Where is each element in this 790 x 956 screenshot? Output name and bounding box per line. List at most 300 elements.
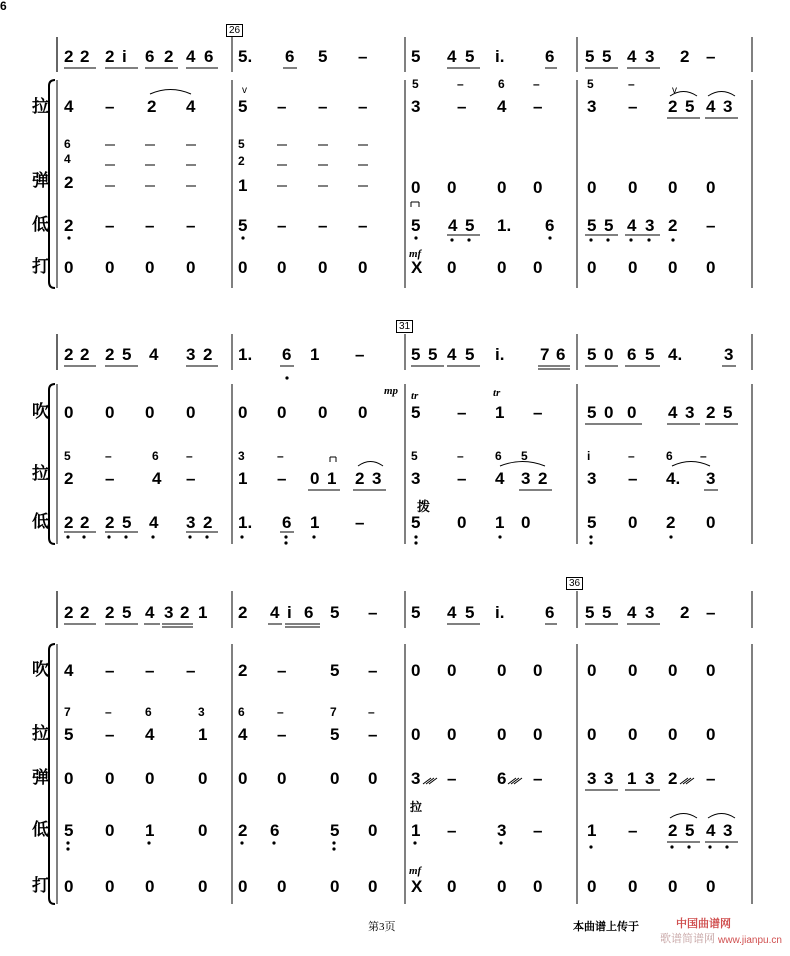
- s3-la-a-3: 1: [198, 725, 208, 744]
- s3-la-a-2: 4: [145, 725, 155, 744]
- page-number: 第3页: [368, 921, 396, 933]
- rehearsal-mark-31: 31: [396, 320, 413, 333]
- s1-melody-4: 6: [145, 47, 155, 66]
- s1-melody-c-5: 5: [585, 47, 595, 66]
- s2-di-a-0: 2: [64, 513, 74, 532]
- s1-da-c-0: X: [411, 258, 423, 277]
- octave-dot: [413, 841, 416, 844]
- octave-dot: [66, 847, 69, 850]
- s1-melody-5: 2: [164, 47, 174, 66]
- s2-chui-d-4: 3: [685, 403, 695, 422]
- s2-di-b-2: 1: [310, 513, 320, 532]
- dynamic-mf-1: mf: [409, 248, 422, 260]
- s3-tan-b-0: 0: [238, 769, 248, 788]
- s1-melody-b-1: 6: [285, 47, 295, 66]
- s1-da-d-2: 0: [668, 258, 678, 277]
- s2-chui-a-0: 0: [64, 403, 74, 422]
- s1-melody-1: 2: [80, 47, 90, 66]
- s1-da-c-3: 0: [533, 258, 543, 277]
- s3-di-a-0: 5: [64, 821, 74, 840]
- s3-di-b-2: 5: [330, 821, 340, 840]
- s2-di-d-2: 2: [666, 513, 676, 532]
- s1-di-b-2: –: [318, 216, 328, 235]
- s3-la-d-3: 0: [706, 725, 716, 744]
- s1-melody-c-4: 6: [545, 47, 555, 66]
- octave-dot: [647, 238, 650, 241]
- octave-dot: [708, 845, 711, 848]
- s2-la-b-5: 3: [372, 469, 382, 488]
- s2-mel-b-1: 6: [282, 345, 292, 364]
- s3-la-up-2: 6: [145, 705, 152, 719]
- s2-mel-a-6: 2: [203, 345, 213, 364]
- brace: [49, 80, 55, 288]
- octave-dot: [498, 535, 501, 538]
- s1-la-b-1: –: [277, 97, 287, 116]
- s1-tan-0-7: 0: [706, 178, 716, 197]
- s3-mel-a-1: 2: [80, 603, 90, 622]
- s3-la-up-6: 7: [330, 705, 337, 719]
- s2-la-up-3: –: [186, 449, 193, 463]
- octave-dot: [147, 841, 150, 844]
- octave-dot: [124, 535, 127, 538]
- s1-tan-0-1: 0: [447, 178, 457, 197]
- s2-mel-c-1: 5: [428, 345, 438, 364]
- s1-la-a-1: –: [105, 97, 115, 116]
- s3-chui-a-2: –: [145, 661, 155, 680]
- s1-la-d-5: 3: [723, 97, 733, 116]
- s2-mel-b-0: 1.: [238, 345, 253, 364]
- s1-melody-c-6: 5: [602, 47, 612, 66]
- s3-di-c-1: –: [447, 821, 457, 840]
- s3-mel-c-2: 5: [465, 603, 475, 622]
- s1-melody-0: 2: [64, 47, 74, 66]
- s2-la-up-12: 6: [666, 449, 673, 463]
- s1-melody-c-10: –: [706, 47, 716, 66]
- s3-tan-d-2: 1: [627, 769, 637, 788]
- s3-la-up-3: 3: [198, 705, 205, 719]
- s3-la-a-6: 5: [330, 725, 340, 744]
- s2-chui-c-1: –: [457, 403, 467, 422]
- watermark-site: 歌谱简谱网: [660, 933, 715, 945]
- s3-la-up-7: –: [368, 705, 375, 719]
- s3-mel-c-10: –: [706, 603, 716, 622]
- s1-tan-chord2-2: 1: [238, 176, 248, 195]
- s1-di-d-0: 5: [587, 216, 597, 235]
- watermark-url: www.jianpu.cn: [718, 935, 782, 946]
- trill-1: tr: [411, 390, 419, 402]
- s2-chui-d-3: 4: [668, 403, 678, 422]
- s3-la-c-1: 0: [447, 725, 457, 744]
- s1-da-a-3: 0: [186, 258, 196, 277]
- s2-la-up-4: 3: [238, 449, 245, 463]
- s2-di-b-0: 1.: [238, 513, 253, 532]
- s2-di-a-1: 2: [80, 513, 90, 532]
- s1-melody-c-2: 5: [465, 47, 475, 66]
- s1-la-d-1: –: [628, 97, 638, 116]
- s3-tan-b-2: 0: [330, 769, 340, 788]
- s1-da-b-2: 0: [318, 258, 328, 277]
- label-la-3: 拉: [32, 724, 49, 744]
- s3-di-d-5: 3: [723, 821, 733, 840]
- s1-di-c-0: 5: [411, 216, 421, 235]
- s1-melody-c-7: 4: [627, 47, 637, 66]
- s2-mel-a-2: 2: [105, 345, 115, 364]
- s1-la-up-0: 5: [412, 77, 419, 91]
- s3-mel-a-6: 2: [180, 603, 190, 622]
- s3-la-c-3: 0: [533, 725, 543, 744]
- s2-mel-a-0: 2: [64, 345, 74, 364]
- s2-mel-b-3: –: [355, 345, 365, 364]
- s2-chui-a-2: 0: [145, 403, 155, 422]
- s1-tan-0-5: 0: [628, 178, 638, 197]
- s3-mel-c-3: i.: [495, 603, 505, 622]
- s3-mel-c-9: 2: [680, 603, 690, 622]
- octave-dot: [312, 535, 315, 538]
- s3-chui-d-1: 0: [628, 661, 638, 680]
- s3-tan-b-1: 0: [277, 769, 287, 788]
- s2-chui-d-0: 5: [587, 403, 597, 422]
- s2-la-up-8: 6: [495, 449, 502, 463]
- s2-la-b-2: 0: [310, 469, 320, 488]
- s3-mel-c-6: 5: [602, 603, 612, 622]
- octave-dot: [629, 238, 632, 241]
- s2-la-up-10: i: [587, 449, 591, 463]
- s2-di-c-1: 0: [457, 513, 467, 532]
- s3-da-c-2: 0: [497, 877, 507, 896]
- s1-da-a-1: 0: [105, 258, 115, 277]
- s3-tan-a-1: 0: [105, 769, 115, 788]
- s1-la-b-3: –: [358, 97, 368, 116]
- s1-la-a-2: 2: [147, 97, 157, 116]
- s1-la-up-4: 5: [587, 77, 594, 91]
- note-0: 6: [0, 0, 7, 13]
- s2-la-up-9: 5: [521, 449, 528, 463]
- s2-la-b-4: 2: [355, 469, 365, 488]
- s1-melody-c-1: 4: [447, 47, 457, 66]
- s3-da-b-2: 0: [330, 877, 340, 896]
- s2-mel-c-3: 5: [465, 345, 475, 364]
- s2-la-d-0: 3: [587, 469, 597, 488]
- s3-mel-a-5: 3: [164, 603, 174, 622]
- s1-la-up-3: –: [533, 77, 540, 91]
- s3-la-up-0: 7: [64, 705, 71, 719]
- s1-la-c-1: –: [457, 97, 467, 116]
- s2-mel-a-1: 2: [80, 345, 90, 364]
- s3-mel-c-8: 3: [645, 603, 655, 622]
- s3-di-a-1: 0: [105, 821, 115, 840]
- s3-la-d-2: 0: [668, 725, 678, 744]
- s2-la-b-3: 1: [327, 469, 337, 488]
- octave-dot: [589, 238, 592, 241]
- s3-da-d-0: 0: [587, 877, 597, 896]
- s1-tan-0-6: 0: [668, 178, 678, 197]
- s1-la-up-1: –: [457, 77, 464, 91]
- s1-la-d-4: 4: [706, 97, 716, 116]
- s2-la-up-1: –: [105, 449, 112, 463]
- dynamic-mf-2: mf: [409, 865, 422, 877]
- s3-tan-c-1: –: [447, 769, 457, 788]
- s1-di-c-1: 4: [448, 216, 458, 235]
- s2-la-d-1: –: [628, 469, 638, 488]
- s2-mel-a-5: 3: [186, 345, 196, 364]
- s3-da-d-2: 0: [668, 877, 678, 896]
- s1-da-a-0: 0: [64, 258, 74, 277]
- s3-la-a-1: –: [105, 725, 115, 744]
- s1-la-up-2: 6: [498, 77, 505, 91]
- octave-dot: [284, 541, 287, 544]
- s1-la-c-2: 4: [497, 97, 507, 116]
- s3-da-b-3: 0: [368, 877, 378, 896]
- upload-note: 本曲谱上传于: [573, 921, 639, 933]
- s2-chui-a-1: 0: [105, 403, 115, 422]
- s1-melody-b-3: –: [358, 47, 368, 66]
- s2-di-c-2: 1: [495, 513, 505, 532]
- octave-dot: [240, 841, 243, 844]
- s2-di-a-3: 5: [122, 513, 132, 532]
- s3-tan-d-5: –: [706, 769, 716, 788]
- s3-da-a-2: 0: [145, 877, 155, 896]
- s3-la-a-7: –: [368, 725, 378, 744]
- octave-dot: [467, 238, 470, 241]
- rehearsal-mark-26: 26: [226, 24, 243, 37]
- s3-chui-a-3: –: [186, 661, 196, 680]
- octave-dot: [240, 535, 243, 538]
- s1-melody-b-2: 5: [318, 47, 328, 66]
- s2-mel-d-3: 5: [645, 345, 655, 364]
- octave-dot: [606, 238, 609, 241]
- s1-la-up-5: –: [628, 77, 635, 91]
- label-di-2: 低: [32, 512, 49, 532]
- s1-di-a-1: –: [105, 216, 115, 235]
- s2-mel-d-2: 6: [627, 345, 637, 364]
- s3-la-c-2: 0: [497, 725, 507, 744]
- octave-dot: [589, 535, 592, 538]
- s1-tan-chord2-0: 5: [238, 137, 245, 151]
- s2-di-d-0: 5: [587, 513, 597, 532]
- s2-chui-b-1: 0: [277, 403, 287, 422]
- s2-di-d-1: 0: [628, 513, 638, 532]
- s2-chui-d-2: 0: [627, 403, 637, 422]
- s1-da-b-1: 0: [277, 258, 287, 277]
- s2-mel-c-0: 5: [411, 345, 421, 364]
- s3-mel-c-5: 5: [585, 603, 595, 622]
- s2-chui-c-0: 5: [411, 403, 421, 422]
- s3-di-c-2: 3: [497, 821, 507, 840]
- s3-chui-c-2: 0: [497, 661, 507, 680]
- s2-la-d-2: 4.: [666, 469, 681, 488]
- s3-mel-c-1: 4: [447, 603, 457, 622]
- s2-mel-d-1: 0: [604, 345, 614, 364]
- slur: [358, 462, 383, 467]
- watermark-title: 中国曲谱网: [676, 918, 731, 930]
- octave-dot: [107, 535, 110, 538]
- s2-mel-d-0: 5: [587, 345, 597, 364]
- rehearsal-mark-36: 36: [566, 577, 583, 590]
- s2-chui-c-3: –: [533, 403, 543, 422]
- s1-melody-b-0: 5.: [238, 47, 253, 66]
- s3-da-c-1: 0: [447, 877, 457, 896]
- s3-mel-c-7: 4: [627, 603, 637, 622]
- s3-da-a-0: 0: [64, 877, 74, 896]
- s3-di-d-0: 1: [587, 821, 597, 840]
- s2-mel-d-5: 3: [724, 345, 734, 364]
- s3-di-d-4: 4: [706, 821, 716, 840]
- s2-la-b-1: –: [277, 469, 287, 488]
- s3-chui-d-2: 0: [668, 661, 678, 680]
- octave-dot: [669, 535, 672, 538]
- s2-mel-a-3: 5: [122, 345, 132, 364]
- s1-tan-0-0: 0: [411, 178, 421, 197]
- s3-mel-b-0: 2: [238, 603, 248, 622]
- label-la-1: 拉: [32, 97, 49, 117]
- slur: [708, 814, 735, 819]
- s2-chui-b-3: 0: [358, 403, 368, 422]
- s1-da-b-0: 0: [238, 258, 248, 277]
- label-di-3: 低: [32, 820, 49, 840]
- octave-dot: [272, 841, 275, 844]
- octave-dot: [188, 535, 191, 538]
- s2-mel-c-5: 7: [540, 345, 550, 364]
- s3-mel-b-2: i: [287, 603, 292, 622]
- octave-dot: [671, 238, 674, 241]
- breath-mark: v: [672, 85, 677, 96]
- s2-la-a-2: 4: [152, 469, 162, 488]
- s1-di-a-0: 2: [64, 216, 74, 235]
- s2-mel-c-6: 6: [556, 345, 566, 364]
- s1-melody-c-3: i.: [495, 47, 505, 66]
- s2-la-d-3: 3: [706, 469, 716, 488]
- breath-mark: v: [242, 85, 247, 96]
- octave-dot: [66, 535, 69, 538]
- s2-la-c-4: 2: [538, 469, 548, 488]
- s3-chui-b-2: 5: [330, 661, 340, 680]
- s3-da-b-1: 0: [277, 877, 287, 896]
- s1-tan-0-2: 0: [497, 178, 507, 197]
- s3-chui-a-0: 4: [64, 661, 74, 680]
- octave-dot: [332, 841, 335, 844]
- s3-tan-a-0: 0: [64, 769, 74, 788]
- s1-melody-3: i: [122, 47, 127, 66]
- dynamic-mp: mp: [384, 385, 399, 397]
- label-da-3: 打: [32, 876, 49, 896]
- s1-la-a-3: 4: [186, 97, 196, 116]
- brace: [49, 644, 55, 904]
- s1-melody-7: 6: [204, 47, 214, 66]
- slur: [670, 814, 697, 819]
- octave-dot: [414, 535, 417, 538]
- s2-chui-b-0: 0: [238, 403, 248, 422]
- s3-tan-a-3: 0: [198, 769, 208, 788]
- octave-dot: [241, 236, 244, 239]
- s2-la-a-0: 2: [64, 469, 74, 488]
- s1-melody-2: 2: [105, 47, 115, 66]
- s2-di-c-0: 5: [411, 513, 421, 532]
- s2-mel-a-4: 4: [149, 345, 159, 364]
- s3-la-up-5: –: [277, 705, 284, 719]
- s2-la-c-0: 3: [411, 469, 421, 488]
- s2-di-a-2: 2: [105, 513, 115, 532]
- label-di-1: 低: [32, 215, 49, 235]
- s2-la-c-2: 4: [495, 469, 505, 488]
- s3-di-b-0: 2: [238, 821, 248, 840]
- s3-mel-a-3: 5: [122, 603, 132, 622]
- s1-tan-chord-2: 2: [64, 173, 74, 192]
- octave-dot: [589, 845, 592, 848]
- s3-chui-d-3: 0: [706, 661, 716, 680]
- s1-di-d-5: –: [706, 216, 716, 235]
- label-tan-3: 弹: [32, 768, 49, 788]
- s3-di-a-3: 0: [198, 821, 208, 840]
- s3-chui-b-0: 2: [238, 661, 248, 680]
- s2-la-b-0: 1: [238, 469, 248, 488]
- s2-di-a-5: 3: [186, 513, 196, 532]
- s2-la-up-0: 5: [64, 449, 71, 463]
- s3-da-d-3: 0: [706, 877, 716, 896]
- s1-di-c-3: 1.: [497, 216, 512, 235]
- s1-di-b-1: –: [277, 216, 287, 235]
- s2-mel-b-2: 1: [310, 345, 320, 364]
- slur: [708, 92, 735, 97]
- s2-di-a-4: 4: [149, 513, 159, 532]
- s1-tan-chord-0: 6: [64, 137, 71, 151]
- slur: [150, 90, 191, 95]
- s1-la-b-2: –: [318, 97, 328, 116]
- s2-la-up-2: 6: [152, 449, 159, 463]
- s3-da-a-1: 0: [105, 877, 115, 896]
- s3-di-b-1: 6: [270, 821, 280, 840]
- octave-dot: [205, 535, 208, 538]
- octave-dot: [414, 541, 417, 544]
- s1-la-b-0: 5: [238, 97, 248, 116]
- s3-tan-d-0: 3: [587, 769, 597, 788]
- s2-la-c-1: –: [457, 469, 467, 488]
- label-da-1: 打: [32, 257, 49, 277]
- s3-mel-a-0: 2: [64, 603, 74, 622]
- trill-2: tr: [493, 387, 501, 399]
- s3-da-c-0: X: [411, 877, 423, 896]
- s3-tan-c-3: –: [533, 769, 543, 788]
- s1-la-a-0: 4: [64, 97, 74, 116]
- s1-la-c-0: 3: [411, 97, 421, 116]
- s1-la-d-0: 3: [587, 97, 597, 116]
- octave-dot: [687, 845, 690, 848]
- s3-tan-d-3: 3: [645, 769, 655, 788]
- octave-dot: [414, 236, 417, 239]
- s3-di-d-2: 2: [668, 821, 678, 840]
- s2-chui-d-1: 0: [604, 403, 614, 422]
- s1-di-d-1: 5: [604, 216, 614, 235]
- s2-la-up-6: 5: [411, 449, 418, 463]
- brace: [49, 384, 55, 544]
- s1-la-c-3: –: [533, 97, 543, 116]
- s3-da-d-1: 0: [628, 877, 638, 896]
- s1-melody-c-0: 5: [411, 47, 421, 66]
- s1-da-d-0: 0: [587, 258, 597, 277]
- s3-la-up-1: –: [105, 705, 112, 719]
- s3-di-d-1: –: [628, 821, 638, 840]
- s3-tan-c-2: 6: [497, 769, 507, 788]
- s1-di-b-0: 5: [238, 216, 248, 235]
- s1-da-a-2: 0: [145, 258, 155, 277]
- octave-dot: [284, 535, 287, 538]
- s3-mel-c-0: 5: [411, 603, 421, 622]
- s2-la-c-3: 3: [521, 469, 531, 488]
- s1-la-d-3: 5: [685, 97, 695, 116]
- s3-mel-c-4: 6: [545, 603, 555, 622]
- s1-di-c-2: 5: [465, 216, 475, 235]
- octave-dot: [670, 845, 673, 848]
- s2-mel-c-4: i.: [495, 345, 505, 364]
